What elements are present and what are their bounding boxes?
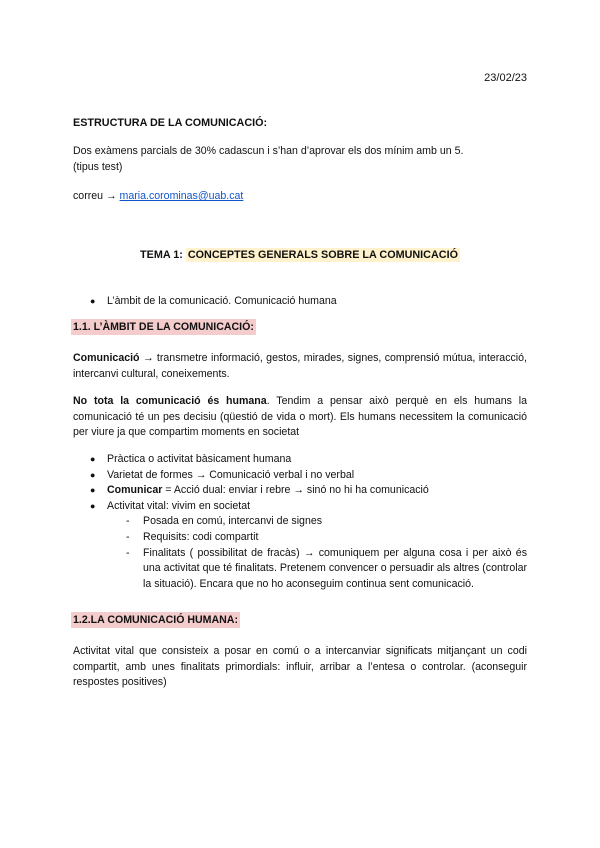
dash-icon: - <box>126 546 130 559</box>
document-title: ESTRUCTURA DE LA COMUNICACIÓ: <box>73 117 268 129</box>
section1-heading: 1.1. L’ÀMBIT DE LA COMUNICACIÓ: <box>73 321 254 333</box>
list-item: ● Activitat vital: vivim en societat - Posada en comú, intercanvi de signes - Requisits: codi compartit - Finalitats ( possibilitat de fracàs) → comuniquem per alguna cosa i per això és una activitat que té finalitats. Pretenem convencer o persuadir als altres (controlar la situació). Encara que no ho aconseguim continua sent comunicació. <box>73 499 527 593</box>
comunicacio-definition: Comunicació → transmetre informació, gestos, mirades, signes, comprensió mútua, interacció, intercanvi cultural, coneixements. <box>73 352 527 380</box>
document-date: 23/02/23 <box>484 72 527 84</box>
list-item: - Requisits: codi compartit <box>123 530 527 546</box>
bullet-icon: ● <box>90 296 96 306</box>
list-item: ● L’àmbit de la comunicació. Comunicació humana <box>73 294 527 310</box>
activity-sublist <box>123 514 527 592</box>
outline-list <box>73 294 527 310</box>
comunicacio-term: Comunicació <box>73 352 140 364</box>
section1-bullets <box>73 452 527 592</box>
bullet-icon: ● <box>90 469 96 480</box>
list-item: ● Pràctica o activitat bàsicament humana <box>73 452 527 468</box>
bullet-icon: ● <box>90 454 96 464</box>
not-only-human-paragraph: No tota la comunicació és humana. Tendim a pensar això perquè en els humans la comunicació té un pes decisiu (qüestió de vida o mort). Els humans necessitem la comunicació per viure ja que compartim moments en societat <box>73 395 528 438</box>
human-communication-paragraph: Activitat vital que consisteix a posar en comú o a intercanviar significats mitjançant un codi compartit, amb unes finalitats primordials: influir, arribar a l’entesa o controlar. (aconseguir respostes positives) <box>73 645 527 688</box>
list-item: ● Varietat de formes → Comunicació verbal i no verbal <box>73 468 527 484</box>
contact-line <box>73 189 527 205</box>
email-link[interactable]: maria.corominas@uab.cat <box>119 190 244 202</box>
bullet-icon: ● <box>90 500 96 511</box>
bullet-icon: ● <box>90 485 96 496</box>
tema-title: CONCEPTES GENERALS SOBRE LA COMUNICACIÓ <box>187 249 458 261</box>
list-item: - Posada en comú, intercanvi de signes <box>123 514 527 530</box>
dash-icon: - <box>126 515 130 528</box>
contact-label: correu → <box>73 190 117 202</box>
dash-icon: - <box>126 530 130 543</box>
not-only-human-term: No tota la comunicació és humana <box>73 395 267 407</box>
list-item: - Finalitats ( possibilitat de fracàs) → comuniquem per alguna cosa i per això és una activitat que té finalitats. Pretenem convencer o persuadir als altres (controlar la situació). Encara que no ho aconseguim continua sent comunicació. <box>126 546 527 590</box>
tema-prefix: TEMA 1: <box>140 249 183 261</box>
tema-heading <box>0 249 600 261</box>
exams-info <box>73 144 527 175</box>
list-item: ● Comunicar = Acció dual: enviar i rebre → sinó no hi ha comunicació <box>73 483 527 499</box>
section2-heading: 1.2.LA COMUNICACIÓ HUMANA: <box>73 614 238 626</box>
exams-line: Dos exàmens parcials de 30% cadascun i s’han d’aprovar els dos mínim amb un 5. <box>73 145 464 157</box>
exams-type: (tipus test) <box>73 160 123 173</box>
